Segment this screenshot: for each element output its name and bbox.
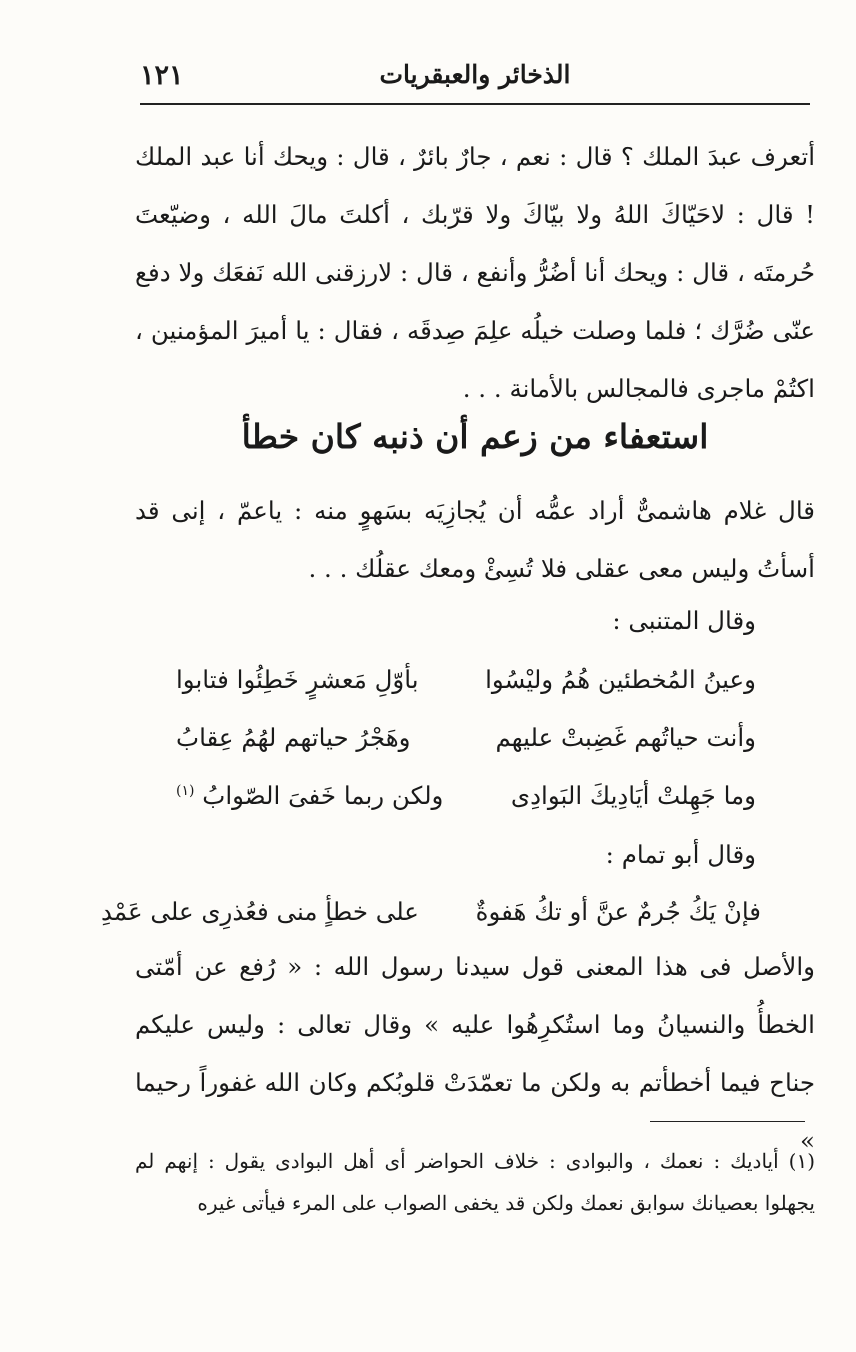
page-number: ١٢١ — [140, 60, 184, 91]
verse-second-hemistich — [176, 768, 443, 824]
verse-first-hemistich: فإنْ يَكُ جُرمٌ عنَّ أو تكُ هَفوةٌ — [475, 897, 761, 926]
paragraph-1: أتعرف عبدَ الملك ؟ قال : نعم ، جارٌ بائرٌ ، قال : ويحك أنا عبد الملك ! قال : لاحَيّاكَ اللهُ ولا بيّاكَ ولا قرّبك ، أكلتَ مالَ الله ، وضيّعتَ حُرمتَه ، قال : ويحك أنا أضُرُّ وأنفع ، قال : لارزقنى الله نَفعَك ولا دفع عنّى ضُرَّك ؛ فلما وصلت خيلُه علِمَ صِدقَه ، فقال : يا أميرَ المؤمنين ، اكتُمْ ماجرى فالمجالس بالأمانة . . . — [135, 142, 815, 403]
verse-line — [176, 768, 756, 824]
page-header — [140, 56, 810, 96]
verse-second-hemistich-text: ولكن ربما خَفىَ الصّوابُ — [202, 781, 444, 810]
intro-mutanabbi: وقال المتنبى : — [612, 606, 756, 635]
verse-second-hemistich: وهَجْرُ حياتهم لهُمُ عِقابُ — [176, 723, 411, 752]
section-title: استعفاء من زعم أن ذنبه كان خطأ — [241, 417, 709, 456]
verse-first-hemistich: وما جَهِلتْ أيَادِيكَ البَوادِى — [510, 781, 756, 810]
verse-line — [101, 884, 761, 940]
paragraph-3: والأصل فى هذا المعنى قول سيدنا رسول الله : « رُفع عن أمّتى الخطأُ والنسيانُ وما استُكرِهُوا عليه » وقال تعالى : وليس عليكم جناح فيما أخطأتم به ولكن ما تعمّدَتْ قلوبُكم وكان الله غفوراً رحيما » — [135, 952, 815, 1155]
running-title: الذخائر والعبقريات — [379, 60, 571, 89]
paragraph-2: قال غلام هاشمىٌّ أراد عمُّه أن يُجازِيَه بسَهوٍ منه : ياعمّ ، إنى قد أسأتُ وليس معى عقلى فلا تُسِئْ ومعك عقلُك . . . — [135, 496, 815, 583]
footnote-rule — [650, 1121, 805, 1122]
footnote-reference: (١) — [176, 782, 195, 799]
verse-line — [176, 710, 756, 766]
verse-first-hemistich: وأنت حياتُهم غَضِبتْ عليهم — [495, 723, 756, 752]
intro-abu-tammam: وقال أبو تمام : — [605, 840, 756, 869]
verse-second-hemistich: على خطأٍ منى فعُذرِى على عَمْدِ — [101, 897, 419, 926]
verse-line — [176, 652, 756, 708]
header-rule — [140, 103, 810, 105]
verse-first-hemistich: وعينُ المُخطئين هُمُ وليْسُوا — [485, 665, 756, 694]
footnote: (١) أياديك : نعمك ، والبوادى : خلاف الحواضر أى أهل البوادى يقول : إنهم لم يجهلوا بعصيانك سوابق نعمك ولكن قد يخفى الصواب على المرء فيأتى غيره — [135, 1149, 815, 1215]
verse-second-hemistich: بأوّلِ مَعشرٍ خَطِئُوا فتابوا — [176, 665, 419, 694]
